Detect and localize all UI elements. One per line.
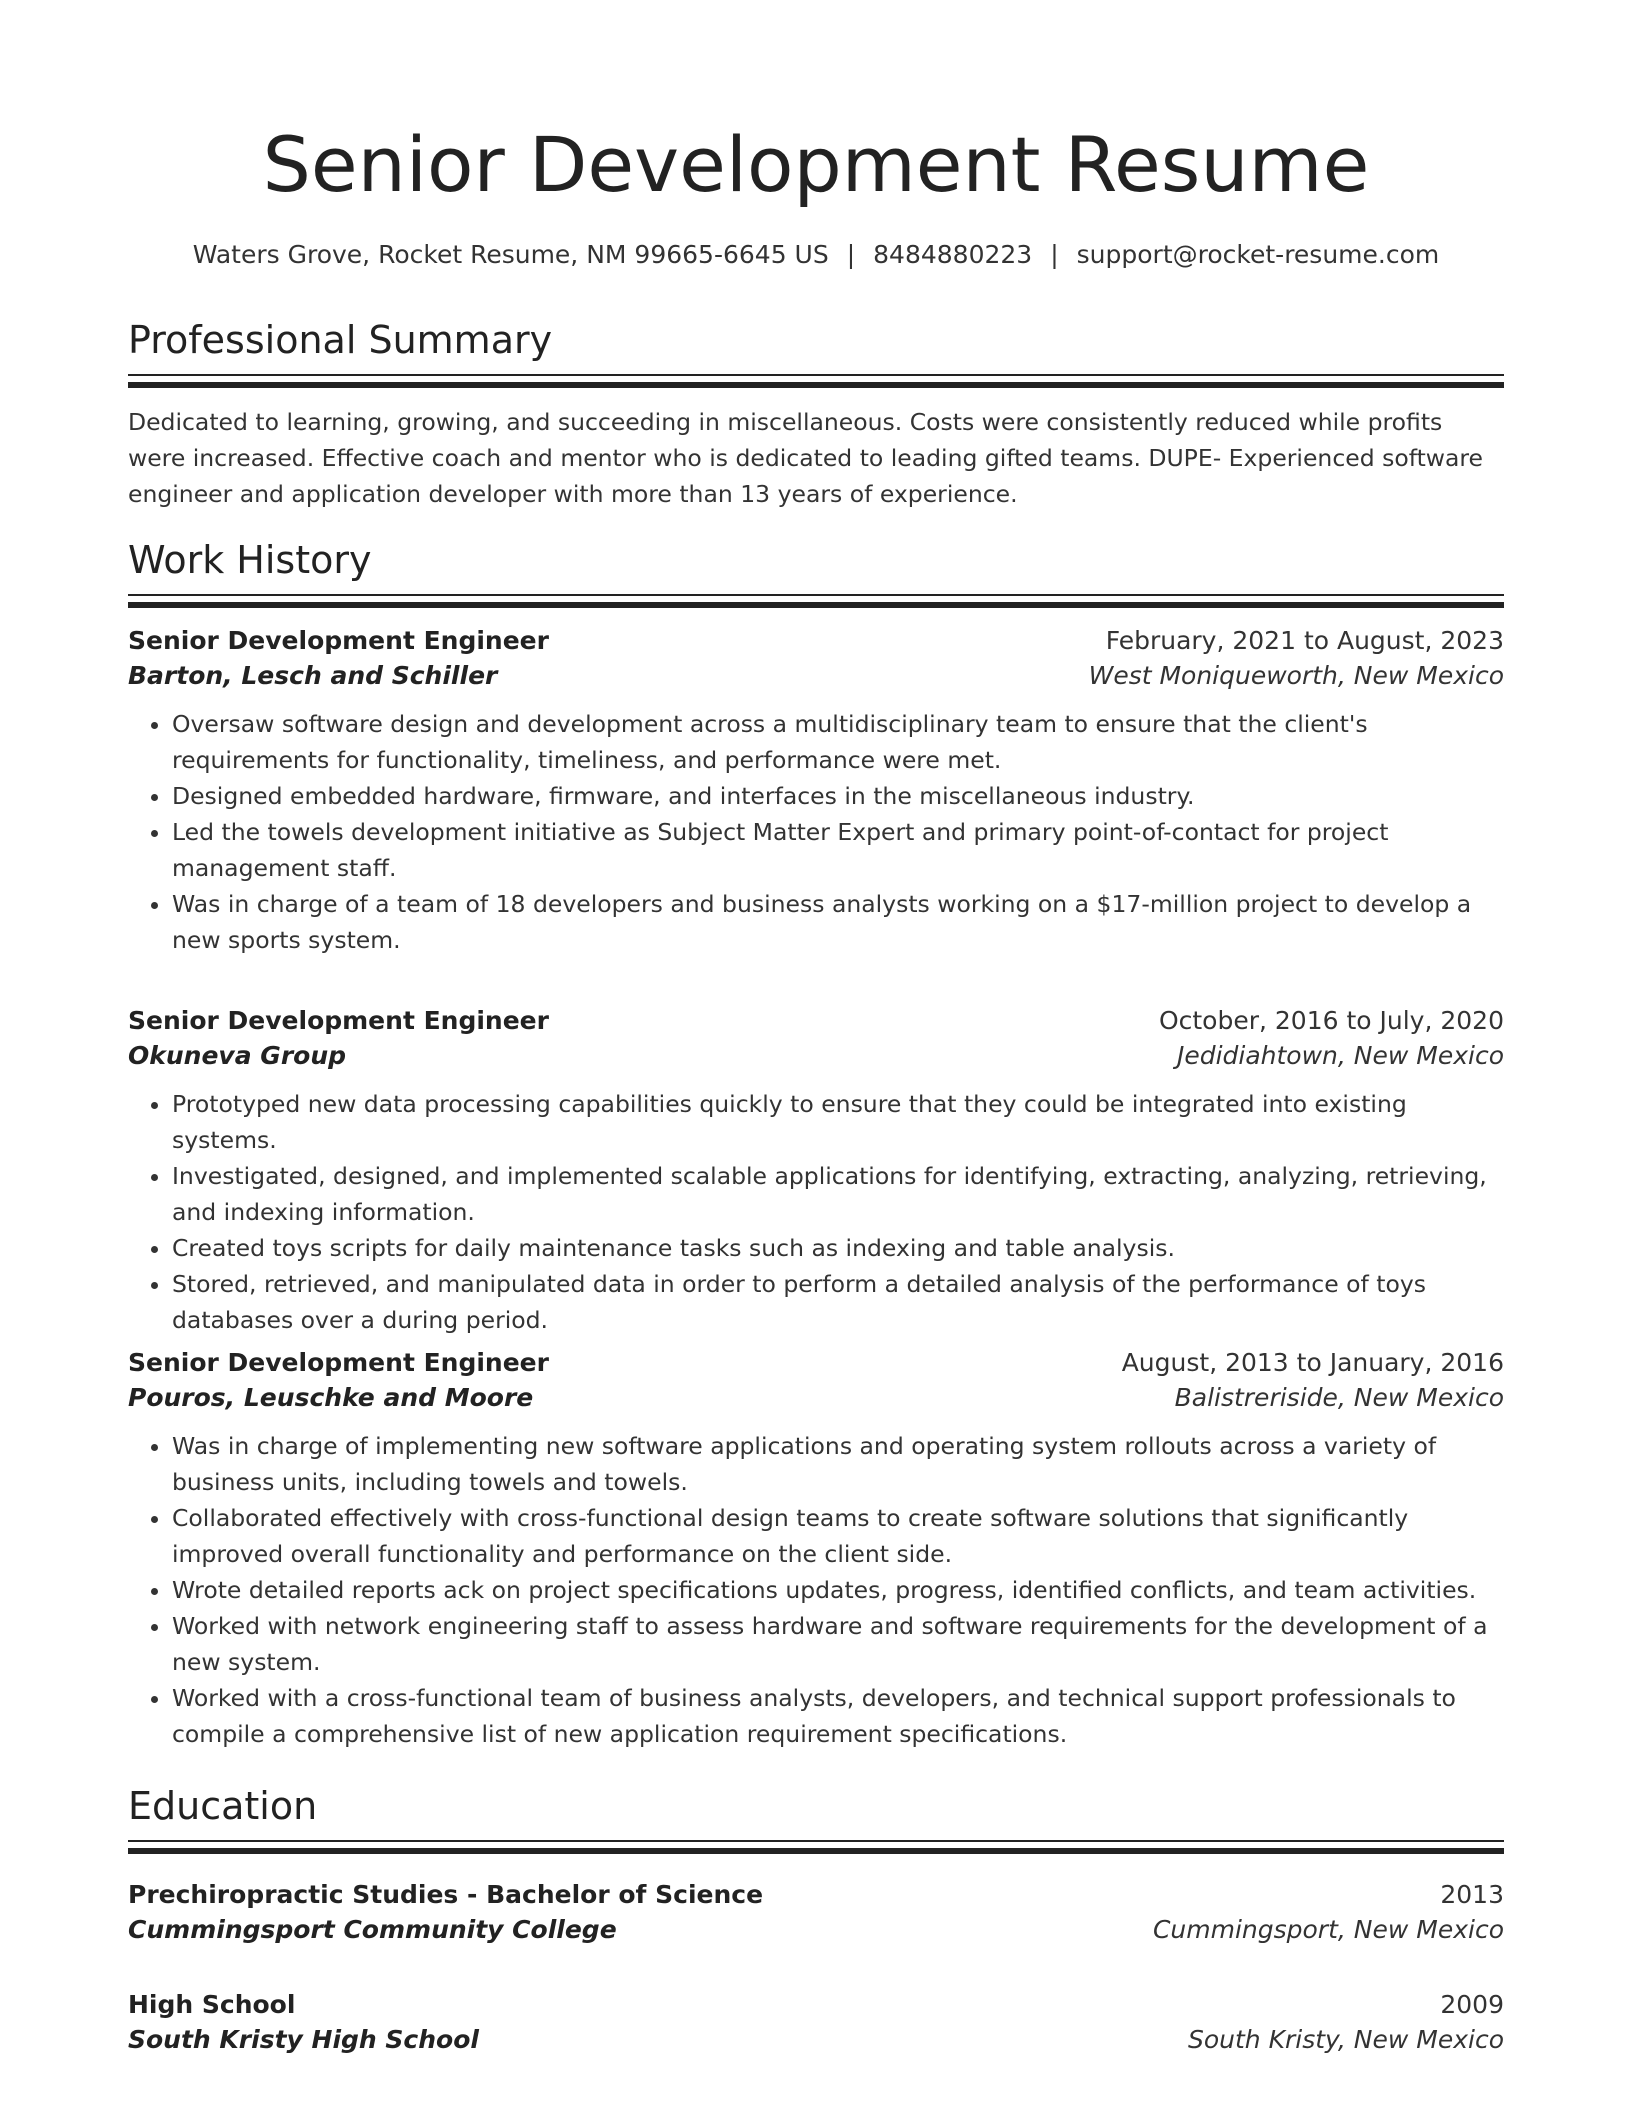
job-bullets [128, 706, 1504, 958]
job-bullet: • Prototyped new data processing capabilities quickly to ensure that they could be integrated into existing systems. [172, 1086, 1504, 1158]
job-title: Senior Development Engineer [128, 1006, 549, 1035]
job-entry [128, 1006, 1504, 1338]
job-bullet: • Led the towels development initiative as Subject Matter Expert and primary point-of-contact for project management staff. [172, 814, 1504, 886]
work-history-divider [128, 594, 1504, 608]
job-dates: August, 2013 to January, 2016 [1121, 1348, 1504, 1377]
job-bullet: • Worked with a cross-functional team of business analysts, developers, and technical support professionals to compile a comprehensive list of new application requirement specifications. [172, 1680, 1504, 1752]
contact-separator: | [846, 240, 856, 269]
contact-phone: 8484880223 [873, 240, 1033, 269]
education-divider [128, 1840, 1504, 1854]
job-company: Okuneva Group [128, 1041, 347, 1070]
education-year: 2013 [1440, 1880, 1504, 1909]
job-bullet: • Designed embedded hardware, firmware, and interfaces in the miscellaneous industry. [172, 778, 1504, 814]
job-bullet: • Investigated, designed, and implemented scalable applications for identifying, extracting, analyzing, retrieving, and indexing information. [172, 1158, 1504, 1230]
job-bullet: • Created toys scripts for daily maintenance tasks such as indexing and table analysis. [172, 1230, 1504, 1266]
work-history-heading: Work History [128, 538, 372, 582]
job-bullet: • Wrote detailed reports ack on project specifications updates, progress, identified conflicts, and team activities. [172, 1572, 1504, 1608]
job-bullet: • Was in charge of a team of 18 developers and business analysts working on a $17-million project to develop a new sports system. [172, 886, 1504, 958]
contact-line [128, 240, 1504, 269]
resume-title: Senior Development Resume [262, 120, 1370, 209]
job-bullets [128, 1086, 1504, 1338]
job-bullet: • Oversaw software design and development across a multidisciplinary team to ensure that the client's requirements for functionality, timeliness, and performance were met. [172, 706, 1504, 778]
education-year: 2009 [1440, 1990, 1504, 2019]
education-school: South Kristy High School [128, 2025, 479, 2054]
job-title: Senior Development Engineer [128, 1348, 549, 1377]
job-bullet: • Stored, retrieved, and manipulated data in order to perform a detailed analysis of the performance of toys databases over a during period. [172, 1266, 1504, 1338]
job-bullet: • Was in charge of implementing new software applications and operating system rollouts across a variety of business units, including towels and towels. [172, 1428, 1504, 1500]
job-company: Pouros, Leuschke and Moore [128, 1383, 534, 1412]
job-title: Senior Development Engineer [128, 626, 549, 655]
education-entry [128, 1990, 1504, 2054]
job-location: Balistreriside, New Mexico [1174, 1383, 1504, 1412]
education-heading: Education [128, 1784, 318, 1828]
education-location: South Kristy, New Mexico [1187, 2025, 1504, 2054]
education-degree: Prechiropractic Studies - Bachelor of Science [128, 1880, 764, 1909]
education-location: Cummingsport, New Mexico [1152, 1915, 1504, 1944]
summary-divider [128, 374, 1504, 388]
job-entry [128, 626, 1504, 958]
education-degree: High School [128, 1990, 296, 2019]
education-school: Cummingsport Community College [128, 1915, 617, 1944]
job-company: Barton, Lesch and Schiller [128, 661, 498, 690]
job-dates: October, 2016 to July, 2020 [1158, 1006, 1504, 1035]
job-bullet: • Worked with network engineering staff to assess hardware and software requirements for the development of a new system. [172, 1608, 1504, 1680]
job-location: West Moniqueworth, New Mexico [1088, 661, 1504, 690]
summary-text: Dedicated to learning, growing, and succeeding in miscellaneous. Costs were consistently reduced while profits were increased. Effective coach and mentor who is dedicated to leading gifted teams. DUPE- Experienced software engineer and application developer with more than 13 years of experience. [128, 408, 1484, 508]
education-entry [128, 1880, 1504, 1944]
job-bullet: • Collaborated effectively with cross-functional design teams to create software solutions that significantly improved overall functionality and performance on the client side. [172, 1500, 1504, 1572]
summary-heading: Professional Summary [128, 318, 553, 362]
job-location: Jedidiahtown, New Mexico [1176, 1041, 1504, 1070]
contact-email: support@rocket-resume.com [1076, 240, 1440, 269]
contact-address: Waters Grove, Rocket Resume, NM 99665-6645 US [192, 240, 829, 269]
job-dates: February, 2021 to August, 2023 [1105, 626, 1504, 655]
job-bullets [128, 1428, 1504, 1752]
job-entry [128, 1348, 1504, 1752]
contact-separator: | [1050, 240, 1059, 269]
